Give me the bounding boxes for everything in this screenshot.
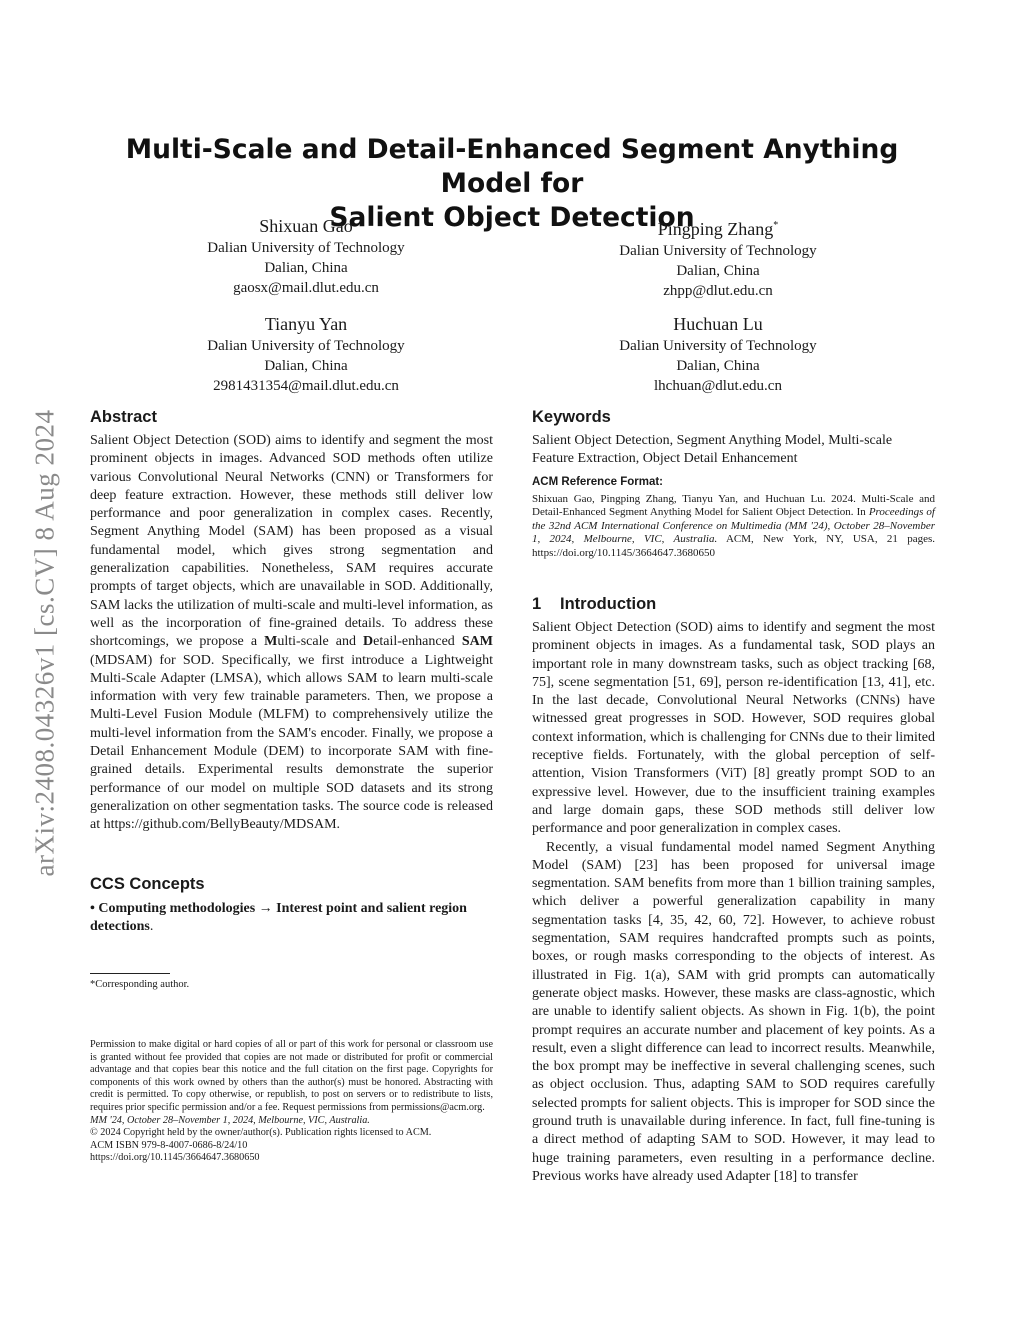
ccs-text xyxy=(90,900,493,937)
abstract-text-part: (MDSAM) for SOD. Specifically, we first introduce a Lightweight Multi-Scale Adapter (LMSA), which allows SAM to learn multi-scale information with very few trainable parameters. Then, we propose a Multi-Level Fusion Module (MLFM) to comprehensively utilize the multi-level information from the SAM's encoder. Finally, we propose a Detail Enhancement Module (DEM) to incorporate SAM with fine-grained details. Experimental results demonstrate the superior performance of our model on multiple SOD datasets and its strong generalization on other segmentation tasks. The source code is released at https://github.com/BellyBeauty/MDSAM. xyxy=(90,652,493,833)
keywords-section xyxy=(532,406,935,469)
doi-line: https://doi.org/10.1145/3664647.3680650 xyxy=(90,1152,260,1164)
permission-block xyxy=(90,1039,493,1165)
conference-line: MM '24, October 28–November 1, 2024, Melbourne, VIC, Australia. xyxy=(90,1114,370,1126)
author-location: Dalian, China xyxy=(676,263,760,279)
intro-paragraph-1: Salient Object Detection (SOD) aims to identify and segment the most prominent objects in images. As a fundamental task, SOD plays an important role in many downstream tasks, such as object tracking [68, 75], scene segmentation [51, 69], person re-identification [13, 41], etc. In the last decade, Convolutional Neural Networks (CNNs) have witnessed great progresses in SOD. However, SOD requires global context information, which is challenging for CNNs due to their limited receptive fields. Fortunately, with the global perception of self-attention, Vision Transformers (ViT) [8] greatly prompt SOD to an expressive level. However, due to the insufficient training examples and large domain gaps, these SOD methods still deliver low performance and poor generalization in complex cases. xyxy=(532,620,935,837)
author-block-2 xyxy=(568,214,868,301)
title-line-1: Multi-Scale and Detail-Enhanced Segment Anything Model for xyxy=(125,134,899,199)
acm-reference-venue: Proceedings of the 32nd ACM International Conference on Multimedia (MM '24), October 28–November 1, 2024, Melbourne, VIC, Australia. xyxy=(532,506,935,545)
abstract-bold: D xyxy=(363,634,374,650)
author-block-3 xyxy=(156,312,456,396)
arxiv-stamp xyxy=(25,358,65,928)
author-email: gaosx@mail.dlut.edu.cn xyxy=(233,280,379,296)
acm-reference-part: Shixuan Gao, Pingping Zhang, Tianyu Yan, and Huchuan Lu. 2024. Multi-Scale and Detail-Enhanced Segment Anything Model for Salient Object Detection. In xyxy=(532,492,935,518)
author-block-4 xyxy=(568,312,868,396)
author-location: Dalian, China xyxy=(264,358,348,374)
author-email: 2981431354@mail.dlut.edu.cn xyxy=(213,378,399,394)
author-location: Dalian, China xyxy=(264,260,348,276)
section-number: 1 xyxy=(532,595,542,613)
abstract-section xyxy=(90,406,493,835)
ccs-section xyxy=(90,873,493,937)
acm-reference xyxy=(532,476,935,560)
abstract-text-part: etail-enhanced xyxy=(373,634,462,650)
permission-text: Permission to make digital or hard copies of all or part of this work for personal or classroom use is granted without fee provided that copies are not made or distributed for profit or commercial advantage and that copies bear this notice and the full citation on the first page. Copyrights for components of this work owned by others than the author(s) must be honored. Abstracting with credit is permitted. To copy otherwise, or republish, to post on servers or to redistribute to lists, requires prior specific permission and/or a fee. Request permissions from permissions@acm.org. xyxy=(90,1039,493,1113)
author-name-text: Pingping Zhang xyxy=(657,219,774,239)
introduction-heading xyxy=(532,593,935,615)
author-name: Shixuan Gao xyxy=(259,216,353,236)
footnote-rule xyxy=(90,973,170,974)
author-affiliation: Dalian University of Technology xyxy=(619,243,817,259)
abstract-text xyxy=(90,432,493,835)
ccs-concept: • Computing methodologies → Interest point and salient region detections xyxy=(90,901,467,935)
author-email: lhchuan@dlut.edu.cn xyxy=(654,378,782,394)
isbn-line: ACM ISBN 979-8-4007-0686-8/24/10 xyxy=(90,1139,248,1151)
abstract-text-part: Salient Object Detection (SOD) aims to identify and segment the most prominent objects in images. Advanced SOD methods often utilize various Convolutional Neural Networks (CNN) or Transformers for deep feature extraction. However, these methods still deliver low performance and poor generalization in complex cases. Recently, Segment Anything Model (SAM) has been proposed as a visual fundamental model, which gives strong segmentation and generalization capabilities. Nonetheless, SAM requires accurate prompts of target objects, which are unavailable in SOD. Additionally, SAM lacks the utilization of multi-scale and multi-level information, as well as the incorporation of fine-grained details. To address these shortcomings, we propose a xyxy=(90,433,493,650)
acm-reference-heading: ACM Reference Format: xyxy=(532,476,663,488)
corresponding-mark: * xyxy=(773,220,779,231)
copyright-line: © 2024 Copyright held by the owner/author(s). Publication rights licensed to ACM. xyxy=(90,1127,432,1139)
section-title: Introduction xyxy=(560,595,657,613)
acm-reference-part: ACM, New York, NY, USA, 21 pages. https://doi.org/10.1145/3664647.3680650 xyxy=(532,533,936,559)
abstract-text-part: ulti-scale and xyxy=(277,634,364,650)
keywords-heading: Keywords xyxy=(532,408,611,426)
author-affiliation: Dalian University of Technology xyxy=(207,240,405,256)
author-name xyxy=(568,214,868,241)
ccs-heading: CCS Concepts xyxy=(90,875,205,893)
footnote: *Corresponding author. xyxy=(90,979,190,990)
author-email: zhpp@dlut.edu.cn xyxy=(663,283,773,299)
introduction-section xyxy=(532,593,935,1186)
ccs-end: . xyxy=(149,919,154,935)
author-name: Tianyu Yan xyxy=(264,314,348,334)
abstract-bold: M xyxy=(264,634,278,650)
intro-paragraph-2: Recently, a visual fundamental model named Segment Anything Model (SAM) [23] has been proposed for universal image segmentation. SAM benefits from more than 1 billion training samples, which deliver a powerful generalization capability in many segmentation tasks [4, 35, 42, 60, 72]. However, to achieve robust segmentation, SAM requires handcrafted prompts such as points, boxes, or rough masks corresponding to the objects of interest. As illustrated in Fig. 1(a), SAM with grid prompts can automatically generate object masks. However, these masks are class-agnostic, which are unable to identify salient objects. As shown in Fig. 1(b), the point prompt requires an accurate number and placement of key points. As a result, even a slight difference can lead to incorrect results. Meanwhile, the box prompt may be ineffective in several challenging scenes, such as object occlusion. Thus, adapting SAM to SOD requires carefully selected prompts for salient objects. This is improper for SOD since the ground truth is unavailable during inference. In fact, full fine-tuning is a direct method of adapting SAM to SOD. However, it may lead to huge training parameters, even resulting in a performance decline. Previous works have already used Adapter [18] to transfer xyxy=(532,839,935,1184)
author-affiliation: Dalian University of Technology xyxy=(619,338,817,354)
acm-reference-text xyxy=(532,493,935,561)
arxiv-stamp-text: arXiv:2408.04326v1 [cs.CV] 8 Aug 2024 xyxy=(29,409,60,877)
keywords-text: Salient Object Detection, Segment Anything Model, Multi-scale Feature Extraction, Object Detail Enhancement xyxy=(532,433,893,467)
author-affiliation: Dalian University of Technology xyxy=(207,338,405,354)
author-location: Dalian, China xyxy=(676,358,760,374)
author-block-1 xyxy=(156,214,456,298)
abstract-heading: Abstract xyxy=(90,408,157,426)
abstract-bold: SAM xyxy=(461,634,493,650)
title-line-2: Salient Object Detection xyxy=(329,202,695,233)
author-name: Huchuan Lu xyxy=(673,314,763,334)
